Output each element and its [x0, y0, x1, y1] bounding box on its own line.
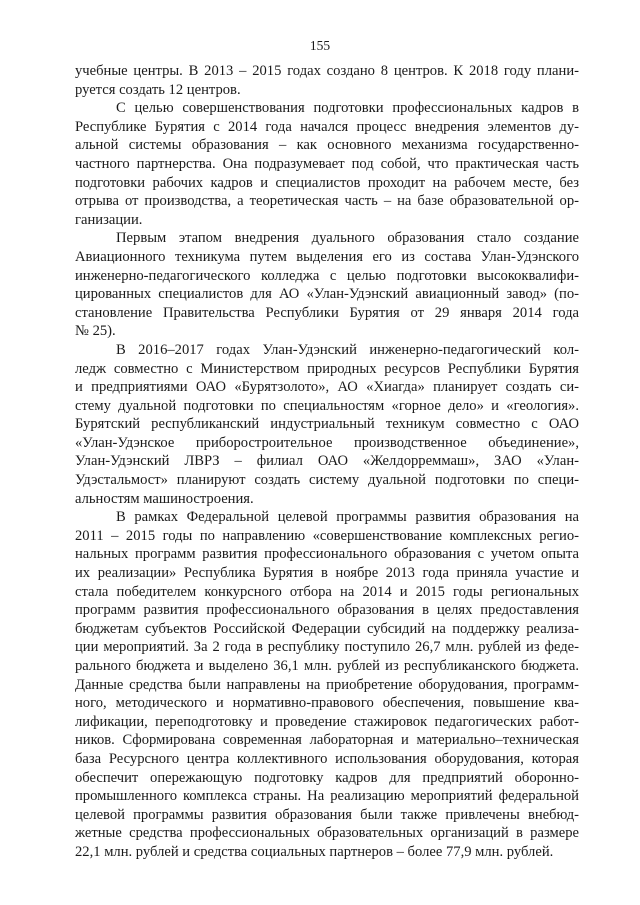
text-line: нальных программ развития профессионального образования с учетом опыта: [75, 546, 579, 563]
text-line: бюджетам субъектов Российской Федерации субсидий на поддержку реализа-: [75, 620, 579, 637]
body-text: [75, 62, 579, 862]
text-line: В рамках Федеральной целевой программы развития образования на: [116, 509, 579, 526]
text-line: 2011 – 2015 годы по направлению «совершенствование комплексных регио-: [75, 527, 579, 544]
text-line: рального бюджета и выделено 36,1 млн. рублей из республиканского бюджета.: [75, 658, 579, 674]
text-line: Удэстальмост» планируют создать систему дуальной подготовки по специ-: [75, 472, 579, 489]
text-line: цированных специалистов для АО «Улан-Удэнский авиационный завод» (по-: [75, 286, 579, 303]
text-line: Авиационного техникума путем выделения его из состава Улан-Удэнского: [75, 248, 579, 265]
text-line: руется создать 12 центров.: [75, 81, 241, 98]
text-line: программ развития профессионального образования в целях предоставления: [75, 602, 579, 619]
text-line: ного, методического и нормативно-правового обеспечения, повышение ква-: [75, 695, 579, 712]
text-line: инженерно-педагогического колледжа с целью подготовки высококвалифи-: [75, 267, 579, 284]
text-line: альностям машиностроения.: [75, 490, 254, 507]
text-line: «Улан-Удэнское приборостроительное производственное объединение»,: [75, 434, 579, 451]
text-line: стему дуальной подготовки по специальностям «горное дело» и «геология».: [75, 397, 579, 414]
text-line: С целью совершенствования подготовки профессиональных кадров в: [116, 100, 579, 117]
text-line: частного партнерства. Она подразумевает под собой, что практическая часть: [75, 155, 579, 172]
text-line: лификации, переподготовку и проведение стажировок педагогических работ-: [75, 713, 579, 730]
text-line: 22,1 млн. рублей и средства социальных партнеров – более 77,9 млн. рублей.: [75, 843, 554, 860]
page-number: 155: [309, 38, 331, 53]
text-line: промышленного комплекса страны. На реализацию мероприятий федеральной: [75, 788, 579, 805]
text-line: Улан-Удэнский ЛВРЗ – филиал ОАО «Желдорреммаш», ЗАО «Улан-: [75, 453, 579, 470]
text-line: № 25).: [75, 323, 116, 340]
text-line: обеспечит опережающую подготовку кадров для предприятий оборонно-: [75, 769, 579, 786]
text-line: ников. Сформирована современная лабораторная и материально–техническая: [75, 732, 579, 749]
text-line: отрыва от производства, а теоретическая часть – на базе образовательной ор-: [75, 193, 579, 210]
text-line: подготовки рабочих кадров и специалистов проходит на рабочем месте, без: [75, 174, 579, 191]
text-line: Республике Бурятия с 2014 года начался процесс внедрения элементов ду-: [75, 118, 579, 135]
text-line: альной системы образования – как основного механизма государственно-: [75, 137, 579, 154]
text-line: В 2016–2017 годах Улан-Удэнский инженерно-педагогический кол-: [116, 341, 579, 358]
text-line: жетные средства профессиональных образовательных организаций в размере: [75, 825, 579, 842]
text-line: становление Правительства Республики Бурятия от 29 января 2014 года: [75, 304, 579, 321]
text-line: стала победителем конкурсного отбора на 2014 и 2015 годы региональных: [75, 583, 579, 600]
text-line: Данные средства были направлены на приобретение оборудования, программ-: [75, 676, 579, 693]
text-line: их реализации» Республика Бурятия в ноябре 2013 года приняла участие и: [75, 565, 579, 582]
text-line: база Ресурсного центра коллективного использования оборудования, которая: [75, 750, 579, 767]
text-line: учебные центры. В 2013 – 2015 годах создано 8 центров. К 2018 году плани-: [75, 63, 579, 79]
text-line: и предприятиями ОАО «Бурятзолото», АО «Хиагда» планирует создать си-: [75, 379, 579, 396]
text-line: целевой программы развития образования были также привлечены внебюд-: [75, 806, 579, 823]
text-line: Первым этапом внедрения дуального образования стало создание: [116, 230, 579, 247]
text-line: ганизации.: [75, 211, 143, 228]
text-line: ледж совместно с Министерством природных ресурсов Республики Бурятия: [75, 360, 579, 377]
text-line: ции мероприятий. За 2 года в республику поступило 26,7 млн. рублей из феде-: [75, 639, 579, 656]
text-line: Бурятский республиканский индустриальный техникум совместно с ОАО: [75, 416, 579, 433]
